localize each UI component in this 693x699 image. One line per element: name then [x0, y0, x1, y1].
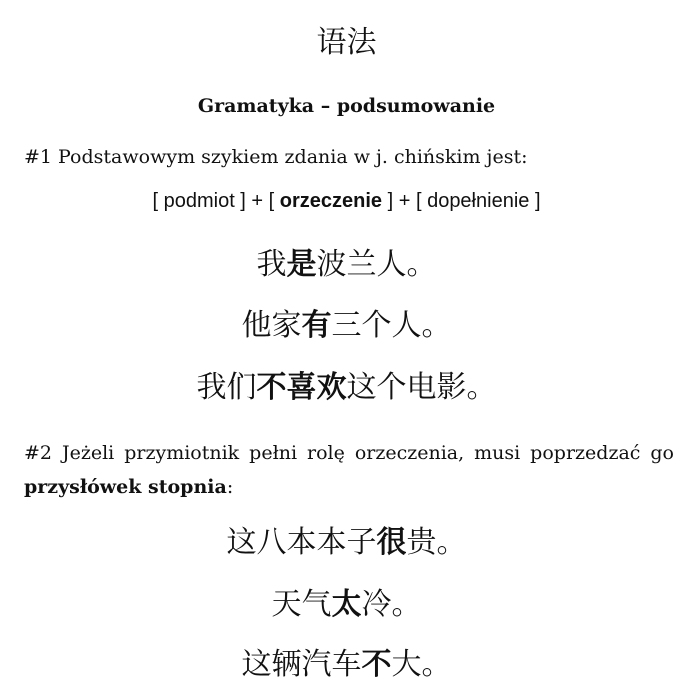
formula-plus-1: + [	[245, 190, 280, 212]
word-order-formula	[0, 186, 693, 216]
example-text: 波兰人。	[316, 247, 437, 282]
example-sentence	[0, 304, 693, 348]
section-subtitle: Gramatyka – podsumowanie	[197, 95, 496, 117]
example-text: 贵。	[406, 525, 467, 560]
rule-2-highlight: przysłówek stopnia	[24, 476, 227, 498]
page-title: 语法	[316, 25, 377, 60]
formula-plus-2: ] +	[382, 190, 416, 212]
formula-subject: [ podmiot ]	[152, 190, 246, 212]
rule-2-text	[24, 436, 674, 504]
example-text: 这八本本子	[226, 525, 377, 560]
example-text: 大。	[391, 647, 452, 682]
example-highlight: 不	[361, 647, 392, 682]
example-text: 天气	[271, 587, 332, 622]
example-sentence	[0, 583, 693, 627]
example-text: 我	[256, 247, 287, 282]
example-text: 三个人。	[331, 308, 452, 343]
example-highlight: 很	[376, 525, 407, 560]
example-highlight: 太	[331, 587, 362, 622]
rule-1-text: #1 Podstawowym szykiem zdania w j. chińskim jest:	[24, 146, 528, 168]
example-text: 我们	[196, 370, 257, 405]
example-sentence	[0, 243, 693, 287]
rule-2-text-end: :	[226, 476, 234, 498]
example-highlight: 有	[301, 308, 332, 343]
example-text: 这辆汽车	[241, 647, 362, 682]
example-text: 冷。	[361, 587, 422, 622]
example-text: 他家	[241, 308, 302, 343]
example-sentence	[0, 643, 693, 687]
example-highlight: 不喜欢	[256, 370, 347, 405]
example-sentence	[0, 521, 693, 565]
example-text: 这个电影。	[346, 370, 497, 405]
rule-2-text-start: #2 Jeżeli przymiotnik pełni rolę orzeczenia, musi poprzedzać go	[24, 442, 674, 464]
formula-object: [ dopełnienie ]	[415, 190, 541, 212]
formula-predicate: orzeczenie	[279, 190, 383, 212]
example-highlight: 是	[286, 247, 317, 282]
example-sentence	[0, 366, 693, 410]
